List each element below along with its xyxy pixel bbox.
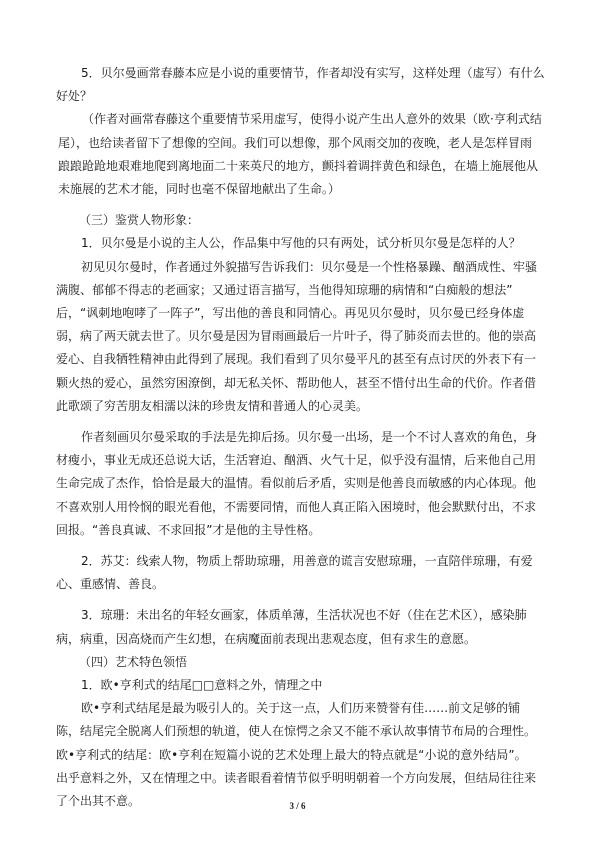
text-line: 作者刻画贝尔曼采取的手法是先抑后扬。贝尔曼一出场，是一个不讨人喜欢的角色，身 bbox=[81, 430, 538, 444]
text-line: 回报。“善良真诚、不求回报”才是他的主导性格。 bbox=[56, 522, 321, 537]
text-line: 心、重感情、善良。 bbox=[56, 577, 165, 592]
text-line: 2．苏艾：线索人物，物质上帮助琼珊，用善意的谎言安慰琼珊，一直陪伴琼珊，有爱 bbox=[81, 554, 533, 568]
text-line: 未施展的艺术才能，同时也毫不保留地献出了生命。） bbox=[58, 182, 341, 196]
text-line: 初见贝尔曼时，作者通过外貌描写告诉我们：贝尔曼是一个性格暴躁、酗酒成性、牢骚 bbox=[81, 259, 538, 274]
text-line: 病，病重，因高烧而产生幻想，在病魔面前表现出悲观态度，但有求生的意愿。 bbox=[56, 631, 477, 646]
text-line: 欧•亨利式的结尾：欧•亨利在短篇小说的艺术处理上最大的特点就是“小说的意外结局”。 bbox=[56, 747, 527, 762]
text-line: 出乎意料之外，又在情理之中。读者眼看着情节似乎明明朝着一个方向发展，但结局往往来 bbox=[56, 770, 537, 785]
text-line: 踉踉跄跄地艰难地爬到离地面二十来英尺的地方，颤抖着调拌黄色和绿色，在墙上施展他从 bbox=[58, 158, 539, 173]
text-line: 5．贝尔曼画常春藤本应是小说的重要情节，作者却没有实写，这样处理（虚写）有什么 bbox=[81, 66, 545, 80]
text-line: 颗火热的爱心，虽然穷困潦倒，却无私关怀、帮助他人，甚至不惜付出生命的代价。作者借 bbox=[56, 375, 537, 390]
text-line: 满腹、郁郁不得志的老画家；又通过语言描写，当他得知琼珊的病情和“白痴般的想法” bbox=[56, 282, 513, 297]
text-line: 不喜欢别人用怜悯的眼光看他，不需要同情，而他人真正陷入困境时，他会默默付出，不求 bbox=[56, 499, 537, 514]
text-line: （作者对画常春藤这个重要情节采用虚写，使得小说产生出人意外的效果（欧·亨利式结 bbox=[82, 112, 542, 127]
subheading: 1．欧•亨利式的结尾□□意料之外，情理之中 bbox=[81, 678, 323, 692]
text-line: 此歌颂了穷苦朋友相濡以沫的珍贵友情和普通人的心灵美。 bbox=[56, 398, 369, 413]
text-line: 生命完成了杰作，恰恰是最大的温情。看似前后矛盾，实则是他善良而敏感的内心体现。他 bbox=[56, 476, 537, 491]
text-line: 后，“讽刺地咆哮了一阵子”，写出他的善良和同情心。再见贝尔曼时，贝尔曼已经身体虚 bbox=[56, 306, 525, 320]
page-number: 3 / 6 bbox=[289, 801, 306, 811]
section-heading: （四）艺术特色领悟 bbox=[79, 654, 188, 669]
section-heading: （三）鉴赏人物形象： bbox=[79, 213, 200, 228]
text-line: 爱心、自我牺牲精神由此得到了展现。我们看到了贝尔曼平凡的甚至有点讨厌的外表下有一 bbox=[56, 352, 537, 367]
text-line: 弱，病了两天就去世了。贝尔曼是因为冒雨画最后一片叶子，得了肺炎而去世的。他的崇高 bbox=[56, 329, 537, 344]
text-line: 陈，结尾完全脱离人们预想的轨道，使人在惊愕之余又不能不承认故事情节布局的合理性。 bbox=[56, 724, 537, 739]
text-line: 好处？ bbox=[56, 89, 93, 104]
text-line: 材瘦小，事业无成还总说大话，生活窘迫、酗酒、火气十足，似乎没有温情，后来他自己用 bbox=[56, 453, 537, 468]
text-line: 1．贝尔曼是小说的主人公，作品集中写他的只有两处，试分析贝尔曼是怎样的人？ bbox=[81, 236, 521, 251]
text-line: 尾），也给读者留下了想像的空间。我们可以想像，那个风雨交加的夜晚，老人是怎样冒雨 bbox=[58, 135, 533, 150]
text-line: 了个出其不意。 bbox=[56, 794, 141, 808]
text-line: 欧•亨利式结尾是最为吸引人的。关于这一点，人们历来赞誉有佳……前文足够的铺 bbox=[81, 701, 521, 716]
text-line: 3．琼珊：未出名的年轻女画家，体质单薄，生活状况也不好（住在艺术区），感染肺 bbox=[81, 608, 527, 623]
